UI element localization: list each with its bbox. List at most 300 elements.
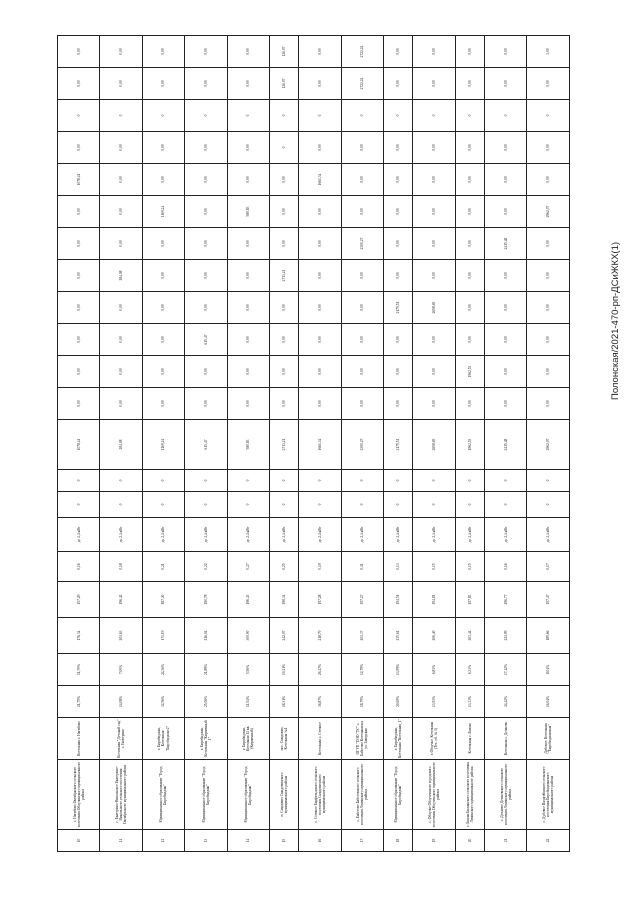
table-cell: 0,00 bbox=[227, 388, 269, 420]
table-cell: Муниципальное образование "Город Биробиджан" bbox=[227, 760, 269, 830]
table-row bbox=[142, 36, 184, 852]
table-cell: 0,00 bbox=[341, 356, 383, 388]
table-cell: 17,42% bbox=[485, 654, 527, 686]
table-cell: 176,34 bbox=[58, 618, 100, 654]
table-cell: 11,70% bbox=[58, 654, 100, 686]
table-cell: 0,00 bbox=[100, 228, 142, 260]
table-cell: Котельная с. Бижан bbox=[455, 718, 484, 760]
table-cell: 10 bbox=[58, 830, 100, 852]
table-cell: 0,00 bbox=[142, 228, 184, 260]
table-cell: 201,63 bbox=[100, 618, 142, 654]
table-cell: 187,40 bbox=[142, 582, 184, 618]
table-cell: 0,15 bbox=[413, 552, 455, 582]
table-cell: 20 bbox=[455, 830, 484, 852]
table-cell: 2658,65 bbox=[413, 420, 455, 470]
table-cell: 0,00 bbox=[142, 356, 184, 388]
table-cell: 0,00 bbox=[227, 68, 269, 100]
table-cell: 0,00 bbox=[58, 388, 100, 420]
table-cell: до 2,4 кВт bbox=[413, 518, 455, 552]
table-cell: 197,83 bbox=[455, 582, 484, 618]
table-cell: ОГУП "ОЭО "ТС" с. Бабстово Котельная на ул. Заводская bbox=[341, 718, 383, 760]
table-cell: Котельная "Детский сад" с. Екатерино bbox=[100, 718, 142, 760]
table-cell: 0,00 bbox=[413, 228, 455, 260]
table-cell: 2658,65 bbox=[413, 292, 455, 324]
table-cell: 1962,53 bbox=[455, 356, 484, 388]
table-cell: 0,00 bbox=[185, 260, 227, 292]
table-cell: 0 bbox=[413, 100, 455, 132]
table-cell: 1661,34 bbox=[299, 164, 341, 196]
table-cell: 0,00 bbox=[299, 228, 341, 260]
table-cell: 0,00 bbox=[269, 356, 298, 388]
table-cell: 0,00 bbox=[269, 324, 298, 356]
table-cell: до 2,4 кВт bbox=[527, 518, 570, 552]
table-cell: 0,00 bbox=[527, 356, 570, 388]
rotated-table-wrapper bbox=[57, 45, 570, 852]
table-cell: до 2,4 кВт bbox=[185, 518, 227, 552]
table-cell: 0,00 bbox=[413, 36, 455, 68]
table-cell: 2962,07 bbox=[527, 196, 570, 228]
table-cell: 0,00 bbox=[185, 164, 227, 196]
table-cell: 0,00 bbox=[341, 388, 383, 420]
table-cell: 216,04 bbox=[185, 618, 227, 654]
table-row bbox=[413, 36, 455, 852]
table-cell: 0,00 bbox=[185, 132, 227, 164]
table-cell: с. Нагибово Октябрьского сельского поселения Облучинского муниципального района bbox=[58, 760, 100, 830]
table-cell: 2179,51 bbox=[384, 420, 413, 470]
table-cell: 126,07 bbox=[269, 68, 298, 100]
table-row bbox=[269, 36, 298, 852]
table-cell: 0,00 bbox=[384, 36, 413, 68]
table-cell: 203,44 bbox=[455, 618, 484, 654]
table-cell: 0,00 bbox=[413, 196, 455, 228]
table-cell: 6,33% bbox=[455, 654, 484, 686]
table-cell: до 2,4 кВт bbox=[384, 518, 413, 552]
table-cell: Муниципальное образование "Город Биробиджан" bbox=[185, 760, 227, 830]
table-cell: 615,47 bbox=[185, 324, 227, 356]
table-cell: Котельная с. Дежнево bbox=[485, 718, 527, 760]
table-cell: 0,00 bbox=[142, 164, 184, 196]
data-table bbox=[57, 35, 570, 852]
table-cell: 0,00 bbox=[299, 292, 341, 324]
table-cell: 0,00 bbox=[527, 292, 570, 324]
table-cell: 0,00 bbox=[227, 292, 269, 324]
table-cell: 0 bbox=[142, 470, 184, 492]
table-cell: 2300,27 bbox=[341, 420, 383, 470]
table-cell: 0,00 bbox=[299, 196, 341, 228]
table-row bbox=[58, 36, 100, 852]
table-cell: 5,56% bbox=[227, 654, 269, 686]
table-cell: 235,61 bbox=[384, 618, 413, 654]
table-cell: 0,00 bbox=[58, 68, 100, 100]
table-cell: 0,00 bbox=[142, 292, 184, 324]
table-cell: 0,00 bbox=[485, 164, 527, 196]
table-cell: 0,00 bbox=[269, 228, 298, 260]
table-cell: 0,00 bbox=[100, 324, 142, 356]
table-row bbox=[341, 36, 383, 852]
table-cell: с. Степное Бирфельдского сельского поселения Смидовичского муниципального района bbox=[299, 760, 341, 830]
table-cell: п. Смидович Смидовичского муниципального района bbox=[269, 760, 298, 830]
table-cell: 2722,24 bbox=[341, 68, 383, 100]
table-cell: 0 bbox=[185, 100, 227, 132]
table-cell: 189,66 bbox=[527, 618, 570, 654]
table-cell: 0,00 bbox=[299, 324, 341, 356]
table-cell: 16,04% bbox=[527, 686, 570, 718]
table-row bbox=[185, 36, 227, 852]
table-cell: 198,34 bbox=[269, 582, 298, 618]
table-cell: 0 bbox=[384, 100, 413, 132]
table-cell: 0 bbox=[455, 470, 484, 492]
table-cell: г. Облучье, Котельная (Тех. об. № 1) bbox=[413, 718, 455, 760]
table-cell: 0,00 bbox=[100, 292, 142, 324]
table-cell: 0,22 bbox=[185, 552, 227, 582]
table-cell: 13 bbox=[185, 830, 227, 852]
table-cell: 0,00 bbox=[455, 228, 484, 260]
table-cell: 0,00 bbox=[269, 196, 298, 228]
table-cell: 21,89% bbox=[185, 654, 227, 686]
table-cell: 2415,48 bbox=[485, 420, 527, 470]
table-cell: до 2,4 кВт bbox=[142, 518, 184, 552]
table-cell: 0,00 bbox=[185, 36, 227, 68]
table-cell: 0 bbox=[142, 492, 184, 518]
table-cell: 0,00 bbox=[142, 388, 184, 420]
table-cell: 0,00 bbox=[185, 356, 227, 388]
table-cell: 0 bbox=[413, 492, 455, 518]
table-cell: 0 bbox=[341, 470, 383, 492]
table-cell: Дубовое, Котельная "Биробиджанская" bbox=[527, 718, 570, 760]
table-cell: 197,28 bbox=[299, 582, 341, 618]
table-cell: 0 bbox=[100, 100, 142, 132]
table-cell: 0 bbox=[269, 492, 298, 518]
table-cell: 0,25 bbox=[269, 552, 298, 582]
table-cell: 0,00 bbox=[299, 68, 341, 100]
table-cell: 0,21 bbox=[142, 552, 184, 582]
table-cell: с. Бабстово Бабстовского сельского поселения Ленинского муниципального района bbox=[341, 760, 383, 830]
table-cell: 0,00 bbox=[527, 260, 570, 292]
table-cell: 0 bbox=[100, 492, 142, 518]
table-cell: 0 bbox=[299, 492, 341, 518]
table-cell: до 2,4 кВт bbox=[58, 518, 100, 552]
table-cell: 194,81 bbox=[413, 582, 455, 618]
table-cell: 18 bbox=[384, 830, 413, 852]
table-cell: 0 bbox=[269, 132, 298, 164]
table-cell: 196,77 bbox=[485, 582, 527, 618]
table-cell: 0 bbox=[527, 100, 570, 132]
table-cell: 0,00 bbox=[142, 36, 184, 68]
table-cell: 0,00 bbox=[455, 260, 484, 292]
table-cell: 0,00 bbox=[485, 260, 527, 292]
table-cell: 0,00 bbox=[455, 388, 484, 420]
table-cell: 0,00 bbox=[341, 260, 383, 292]
table-cell: пос. Смидович, Котельная №1 bbox=[269, 718, 298, 760]
table-cell: 0,00 bbox=[455, 196, 484, 228]
table-cell: 0,18 bbox=[100, 552, 142, 582]
table-cell: 0,11 bbox=[341, 552, 383, 582]
table-cell: 0 bbox=[384, 470, 413, 492]
table-cell: 580,83 bbox=[227, 420, 269, 470]
table-cell: Муниципальное образование "Город Биробиджан" bbox=[142, 760, 184, 830]
table-cell: 0,00 bbox=[455, 132, 484, 164]
table-cell: 0,00 bbox=[142, 324, 184, 356]
table-cell: 0,00 bbox=[100, 132, 142, 164]
table-cell: 19 bbox=[413, 830, 455, 852]
table-cell: 126,07 bbox=[269, 36, 298, 68]
table-cell: 300,00 bbox=[227, 618, 269, 654]
table-cell: 0,16 bbox=[485, 552, 527, 582]
table-cell: 0,00 bbox=[100, 388, 142, 420]
table-cell: 0,00 bbox=[413, 164, 455, 196]
table-cell: 0,00 bbox=[413, 68, 455, 100]
table-cell: 36,87% bbox=[299, 686, 341, 718]
table-cell: 197,47 bbox=[527, 582, 570, 618]
table-cell: 0 bbox=[100, 470, 142, 492]
table-cell: 0 bbox=[185, 470, 227, 492]
table-cell: 0,00 bbox=[100, 36, 142, 68]
table-cell: 0,00 bbox=[485, 292, 527, 324]
table-cell: 0,00 bbox=[384, 356, 413, 388]
table-cell: 12 bbox=[142, 830, 184, 852]
table-row bbox=[455, 36, 484, 852]
table-cell: 0,00 bbox=[485, 388, 527, 420]
table-cell: 22 bbox=[527, 830, 570, 852]
table-cell: 14 bbox=[227, 830, 269, 852]
table-cell: г. Биробиджан, Котельная "Кирпичный 1" bbox=[185, 718, 227, 760]
table-cell: 0 bbox=[58, 100, 100, 132]
table-cell: с. Дежнево Дежневского сельского поселения Ленинского муниципального района bbox=[485, 760, 527, 830]
table-cell: 0,13 bbox=[384, 552, 413, 582]
table-cell: Муниципальное образование "Город Биробиджан" bbox=[384, 760, 413, 830]
table-cell: 0 bbox=[341, 492, 383, 518]
table-cell: 0 bbox=[142, 100, 184, 132]
table-cell: Котельная с. Нагибово bbox=[58, 718, 100, 760]
table-cell: до 2,4 кВт bbox=[341, 518, 383, 552]
table-cell: 0 bbox=[299, 100, 341, 132]
table-cell: 2415,48 bbox=[485, 228, 527, 260]
table-cell: 194,51 bbox=[384, 582, 413, 618]
table-cell: 0,00 bbox=[142, 68, 184, 100]
table-cell: 16 bbox=[299, 830, 341, 852]
table-cell: 0,00 bbox=[413, 356, 455, 388]
table-cell: 13,93% bbox=[413, 686, 455, 718]
table-cell: 284,08 bbox=[100, 260, 142, 292]
table-cell: 0,00 bbox=[384, 132, 413, 164]
table-cell: 2179,51 bbox=[384, 292, 413, 324]
table-cell: 0,00 bbox=[58, 324, 100, 356]
table-cell: 0,00 bbox=[485, 132, 527, 164]
table-cell: 1661,34 bbox=[299, 420, 341, 470]
table-cell: 0,00 bbox=[341, 196, 383, 228]
table-cell: с. Бижан Бижанского сельского поселения Ленинского муниципального района bbox=[455, 760, 484, 830]
table-cell: 0,00 bbox=[485, 324, 527, 356]
table-cell: 11 bbox=[100, 830, 142, 852]
table-cell: 0,00 bbox=[269, 292, 298, 324]
table-cell: 0 bbox=[413, 470, 455, 492]
table-cell: 190,78 bbox=[185, 582, 227, 618]
table-cell: 0,00 bbox=[341, 164, 383, 196]
table-cell: 0,00 bbox=[527, 132, 570, 164]
table-cell: 1078,41 bbox=[58, 164, 100, 196]
table-cell: 0,00 bbox=[227, 324, 269, 356]
table-cell: 10,21% bbox=[269, 654, 298, 686]
table-cell: г. Биробиджан, Котельная "Биробиджан-2" bbox=[142, 718, 184, 760]
table-cell: 2713,21 bbox=[269, 260, 298, 292]
table-cell: 0,00 bbox=[58, 260, 100, 292]
table-cell: 0,00 bbox=[455, 292, 484, 324]
table-cell: 24,36% bbox=[142, 654, 184, 686]
table-cell: г. Биробиджан, Котельная 11 кв. (Кирпичный) bbox=[227, 718, 269, 760]
table-cell: 0 bbox=[527, 470, 570, 492]
table-cell: 0,00 bbox=[100, 68, 142, 100]
table-cell: 0,00 bbox=[527, 228, 570, 260]
table-cell: 11,54% bbox=[227, 686, 269, 718]
table-cell: 0 bbox=[299, 470, 341, 492]
table-cell: 242,07 bbox=[269, 618, 298, 654]
table-cell: 32,56% bbox=[142, 686, 184, 718]
table-cell: 0 bbox=[485, 470, 527, 492]
table-cell: 221,09 bbox=[485, 618, 527, 654]
table-cell: 1169,24 bbox=[142, 420, 184, 470]
table-cell: 0,00 bbox=[58, 36, 100, 68]
table-cell: 0,00 bbox=[384, 260, 413, 292]
table-cell: 0,15 bbox=[455, 552, 484, 582]
table-cell: с. Дубовое Валдгеймского сельского поселения Биробиджанского муниципального района bbox=[527, 760, 570, 830]
table-cell: 12,79% bbox=[341, 654, 383, 686]
table-cell: 0,00 bbox=[341, 324, 383, 356]
table-cell: 1169,24 bbox=[142, 196, 184, 228]
table-cell: 13,99% bbox=[384, 654, 413, 686]
table-cell: 0 bbox=[455, 492, 484, 518]
table-cell: до 2,4 кВт bbox=[485, 518, 527, 552]
table-cell: 157,29 bbox=[58, 582, 100, 618]
table-cell: 7,00% bbox=[100, 654, 142, 686]
table-cell: 0,17 bbox=[527, 552, 570, 582]
table-cell: 0,00 bbox=[485, 68, 527, 100]
table-cell: Котельная с. Степное bbox=[299, 718, 341, 760]
table-cell: 0,00 bbox=[227, 228, 269, 260]
table-cell: 206,40 bbox=[413, 618, 455, 654]
table-cell: 0,00 bbox=[185, 68, 227, 100]
table-cell: до 2,4 кВт bbox=[227, 518, 269, 552]
table-cell: 0,00 bbox=[227, 132, 269, 164]
table-cell: 0,00 bbox=[142, 260, 184, 292]
table-cell: 201,37 bbox=[341, 618, 383, 654]
table-cell: 0,00 bbox=[527, 68, 570, 100]
table-cell: 0,00 bbox=[269, 164, 298, 196]
table-cell: 0,00 bbox=[485, 356, 527, 388]
table-cell: 0,00 bbox=[269, 388, 298, 420]
table-cell: 24,42% bbox=[485, 686, 527, 718]
table-cell: 8,04% bbox=[527, 654, 570, 686]
table-cell: 0,00 bbox=[527, 388, 570, 420]
table-cell: 0 bbox=[269, 470, 298, 492]
table-cell: 0,00 bbox=[384, 324, 413, 356]
table-cell: 197,27 bbox=[341, 582, 383, 618]
table-cell: 0,00 bbox=[58, 228, 100, 260]
table-row bbox=[384, 36, 413, 852]
table-cell: 0 bbox=[58, 492, 100, 518]
table-cell: 0,00 bbox=[485, 36, 527, 68]
table-cell: 2722,24 bbox=[341, 36, 383, 68]
table-cell: 0,00 bbox=[185, 388, 227, 420]
table-cell: 3,00 bbox=[527, 36, 570, 68]
table-cell: 0,00 bbox=[100, 356, 142, 388]
table-cell: 17 bbox=[341, 830, 383, 852]
table-cell: 1078,41 bbox=[58, 420, 100, 470]
table-cell: 0,00 bbox=[413, 388, 455, 420]
table-cell: 0,00 bbox=[455, 164, 484, 196]
table-cell: 0,00 bbox=[485, 196, 527, 228]
table-cell: с. Екатерино-Никольское Екатерино-Никольского сельского поселения Октябрьского муниципального района bbox=[100, 760, 142, 830]
table-cell: 0,00 bbox=[341, 132, 383, 164]
table-cell: 2713,21 bbox=[269, 420, 298, 470]
table-cell: 0,00 bbox=[455, 68, 484, 100]
table-cell: 0,00 bbox=[384, 196, 413, 228]
table-cell: 0,00 bbox=[527, 164, 570, 196]
table-cell: 196,43 bbox=[227, 582, 269, 618]
table-cell: 218,79 bbox=[299, 618, 341, 654]
table-cell: до 2,4 кВт bbox=[455, 518, 484, 552]
table-cell: 0,00 bbox=[58, 292, 100, 324]
table-cell: 0,00 bbox=[100, 164, 142, 196]
table-cell: 18,79% bbox=[341, 686, 383, 718]
table-cell: 13,33% bbox=[455, 686, 484, 718]
table-cell: 0 bbox=[485, 100, 527, 132]
table-cell: до 2,4 кВт bbox=[269, 518, 298, 552]
table-cell: 0 bbox=[455, 100, 484, 132]
table-cell: 0,00 bbox=[413, 324, 455, 356]
table-cell: 0,00 bbox=[227, 164, 269, 196]
table-cell: 0 bbox=[58, 470, 100, 492]
table-cell: 171,19 bbox=[142, 618, 184, 654]
table-cell: 21 bbox=[485, 830, 527, 852]
table-cell: 284,08 bbox=[100, 420, 142, 470]
table-cell: 1962,53 bbox=[455, 420, 484, 470]
table-cell: 0,00 bbox=[384, 388, 413, 420]
table-cell: 0,00 bbox=[384, 164, 413, 196]
table-cell: 0,00 bbox=[142, 132, 184, 164]
table-cell: 0 bbox=[227, 100, 269, 132]
table-cell: 0,00 bbox=[58, 196, 100, 228]
side-label bbox=[610, 60, 624, 400]
table-cell: 0 bbox=[485, 492, 527, 518]
table-row bbox=[299, 36, 341, 852]
table-cell: 0,00 bbox=[455, 36, 484, 68]
table-cell: до 2,4 кВт bbox=[299, 518, 341, 552]
table-cell: 20,69% bbox=[384, 686, 413, 718]
table-cell: 0,00 bbox=[413, 132, 455, 164]
table-cell: 0,27 bbox=[227, 552, 269, 582]
table-cell: 0,00 bbox=[384, 68, 413, 100]
table-cell: 0 bbox=[227, 470, 269, 492]
table-cell: 0,00 bbox=[58, 356, 100, 388]
table-cell: 25,06% bbox=[185, 686, 227, 718]
table-row bbox=[527, 36, 570, 852]
table-cell: 0 bbox=[227, 492, 269, 518]
table-cell: 0 bbox=[185, 492, 227, 518]
table-cell: 0,00 bbox=[100, 196, 142, 228]
table-cell: 0,00 bbox=[185, 292, 227, 324]
table-row bbox=[485, 36, 527, 852]
table-cell: 15 bbox=[269, 830, 298, 852]
table-cell: с. Облучье Облученского городского поселения Облученского муниципального района bbox=[413, 760, 455, 830]
table-cell: 196,42 bbox=[100, 582, 142, 618]
table-cell: 580,83 bbox=[227, 196, 269, 228]
table-cell: 0,00 bbox=[299, 388, 341, 420]
table-cell: 21,75% bbox=[58, 686, 100, 718]
table-cell: 2300,27 bbox=[341, 228, 383, 260]
table-cell: 6,83% bbox=[413, 654, 455, 686]
table-cell: 0,00 bbox=[185, 228, 227, 260]
table-cell: 14,08% bbox=[100, 686, 142, 718]
